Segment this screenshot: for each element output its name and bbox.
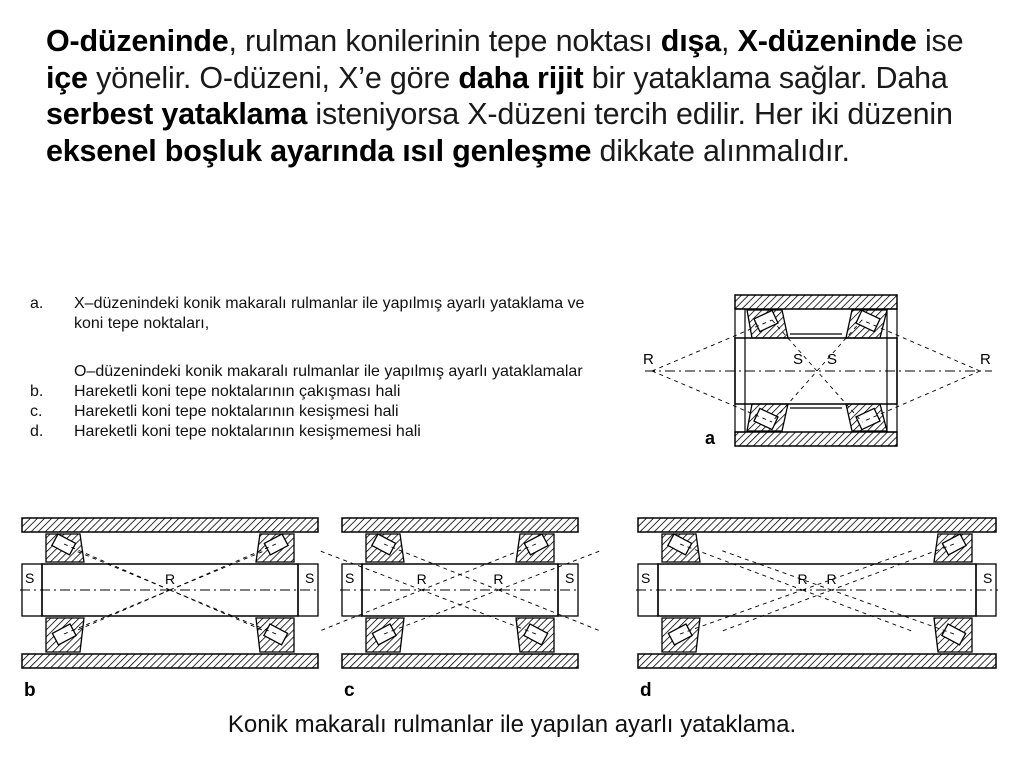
- figure-a-x-arrangement: [640, 290, 1000, 460]
- figure-a-label-s-left: S: [793, 351, 804, 368]
- legend-text-b: Hareketli koni tepe noktalarının çakışması hali: [74, 383, 401, 400]
- legend-item-d: [30, 422, 590, 442]
- paragraph-run: ise: [916, 24, 964, 58]
- figure-b-label-s-left: S: [25, 570, 35, 586]
- paragraph-run: X-düzeninde: [737, 24, 917, 58]
- intro-paragraph: [46, 23, 1006, 169]
- legend-text-c: Hareketli koni tepe noktalarının kesişmesi hali: [74, 403, 399, 420]
- figure-d-label-r-left: R: [826, 571, 837, 587]
- legend-text-d: Hareketli koni tepe noktalarının kesişmemesi hali: [74, 423, 421, 440]
- legend-item-o: [30, 362, 590, 382]
- figure-c-label-r-left: R: [416, 571, 427, 587]
- figure-c-label-s-right: S: [565, 570, 575, 586]
- paragraph-run: serbest yataklama: [46, 97, 308, 131]
- legend-key-b: b.: [30, 383, 44, 400]
- figure-b-label-s-right: S: [305, 570, 315, 586]
- legend-item-a: [30, 294, 590, 334]
- figure-b-o-arrangement: [20, 514, 320, 674]
- legend-item-b: [30, 382, 590, 402]
- figure-a-letter: a: [705, 428, 716, 448]
- figure-c-o-arrangement: [340, 514, 580, 674]
- figure-b-letter: b: [24, 680, 36, 701]
- figure-d-o-arrangement: [636, 514, 998, 674]
- figure-a-label-r-left: R: [643, 351, 654, 368]
- figure-c-letter: c: [344, 680, 355, 701]
- figure-c-label-r-right: R: [493, 571, 504, 587]
- paragraph-run: yönelir. O-düzeni, X’e göre: [87, 60, 459, 95]
- figure-d-label-r-right: R: [797, 571, 808, 587]
- paragraph-run: isteniyorsa X-düzeni tercih edilir. Her iki düzenin: [307, 97, 953, 131]
- paragraph-run: dikkate alınmalıdır.: [591, 133, 850, 168]
- figure-d-letter: d: [640, 680, 652, 701]
- paragraph-run: dışa: [660, 24, 722, 58]
- paragraph-run: daha rijit: [458, 60, 584, 95]
- figure-d-label-s-right: S: [983, 570, 993, 586]
- legend-key-c: c.: [30, 403, 43, 420]
- legend-text-a: X–düzenindeki konik makaralı rulmanlar ile yapılmış ayarlı yataklama ve koni tepe noktaları,: [74, 295, 585, 332]
- figure-c-label-s-left: S: [345, 570, 355, 586]
- legend-text-o: O–düzenindeki konik makaralı rulmanlar ile yapılmış ayarlı yataklamalar: [74, 363, 583, 380]
- legend-key-a: a.: [30, 295, 44, 312]
- paragraph-run: ,: [721, 24, 738, 58]
- paragraph-run: , rulman konilerinin tepe noktası: [228, 24, 661, 58]
- figure-a-label-s-right: S: [827, 351, 838, 368]
- paragraph-run: eksenel boşluk ayarında ısıl genleşme: [46, 133, 592, 168]
- paragraph-run: O-düzeninde: [46, 24, 229, 58]
- figure-d-label-s-left: S: [641, 570, 651, 586]
- paragraph-run: içe: [46, 60, 88, 95]
- figure-legend: [30, 294, 590, 442]
- figure-b-label-r: R: [165, 571, 176, 587]
- legend-key-d: d.: [30, 423, 44, 440]
- figure-caption: Konik makaralı rulmanlar ile yapılan ayarlı yataklama.: [227, 711, 797, 738]
- figure-a-label-r-right: R: [980, 351, 991, 368]
- legend-item-c: [30, 402, 590, 422]
- paragraph-run: bir yataklama sağlar. Daha: [583, 60, 948, 95]
